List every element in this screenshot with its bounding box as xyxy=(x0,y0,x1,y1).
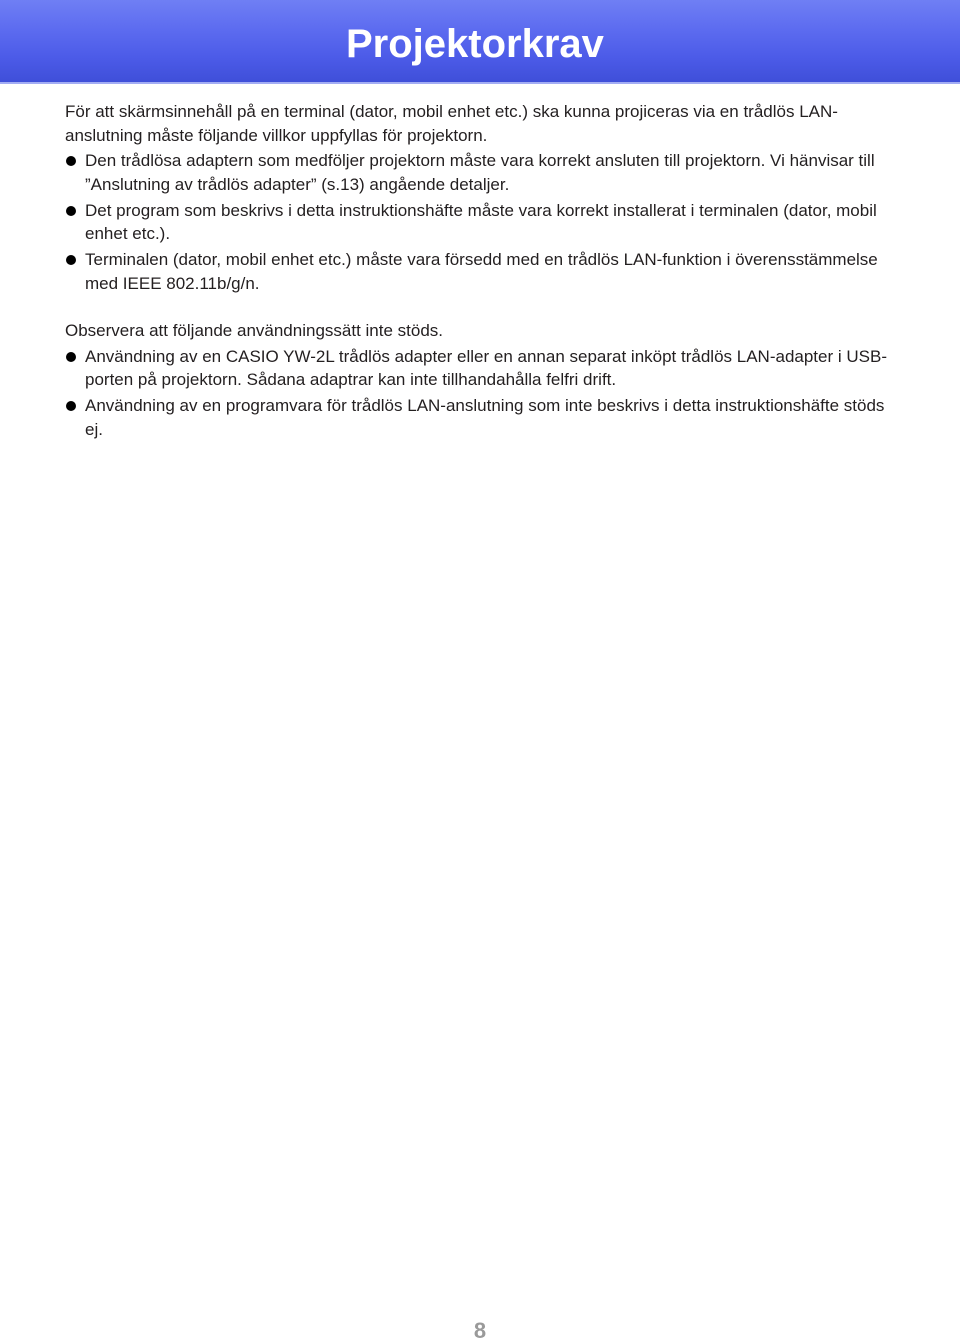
list-item xyxy=(65,394,905,441)
bullet-icon xyxy=(66,352,76,362)
list-item-text: Den trådlösa adaptern som medföljer projektorn måste vara korrekt ansluten till projektorn. Vi hänvisar till ”Anslutning av trådlös adapter” (s.13) angående detaljer. xyxy=(85,151,875,194)
list-item-text: Terminalen (dator, mobil enhet etc.) måste vara försedd med en trådlös LAN-funktion i överensstämmelse med IEEE 802.11b/g/n. xyxy=(85,250,878,293)
list-item-text: Det program som beskrivs i detta instruktionshäfte måste vara korrekt installerat i terminalen (dator, mobil enhet etc.). xyxy=(85,200,877,243)
header-band xyxy=(0,0,960,84)
list-item xyxy=(65,199,905,246)
list-item xyxy=(65,345,905,392)
note-paragraph: Observera att följande användningssätt inte stöds. xyxy=(65,321,444,340)
bullet-icon xyxy=(66,156,76,166)
page-title: Projektorkrav xyxy=(346,22,604,66)
page-number: 8 xyxy=(473,1318,487,1343)
requirements-list xyxy=(65,149,905,295)
content-area xyxy=(65,100,905,444)
list-item xyxy=(65,248,905,295)
list-item-text: Användning av en programvara för trådlös LAN-anslutning som inte beskrivs i detta instruktionshäfte stöds ej. xyxy=(85,396,885,439)
unsupported-list xyxy=(65,345,905,442)
bullet-icon xyxy=(66,401,76,411)
bullet-icon xyxy=(66,206,76,216)
intro-paragraph: För att skärmsinnehåll på en terminal (dator, mobil enhet etc.) ska kunna projiceras via en trådlös LAN-anslutning måste följande villkor uppfyllas för projektorn. xyxy=(65,102,838,145)
list-item xyxy=(65,149,905,196)
bullet-icon xyxy=(66,255,76,265)
list-item-text: Användning av en CASIO YW-2L trådlös adapter eller en annan separat inköpt trådlös LAN-adapter i USB-porten på projektorn. Sådana adaptrar kan inte tillhandahålla felfri drift. xyxy=(85,346,887,389)
